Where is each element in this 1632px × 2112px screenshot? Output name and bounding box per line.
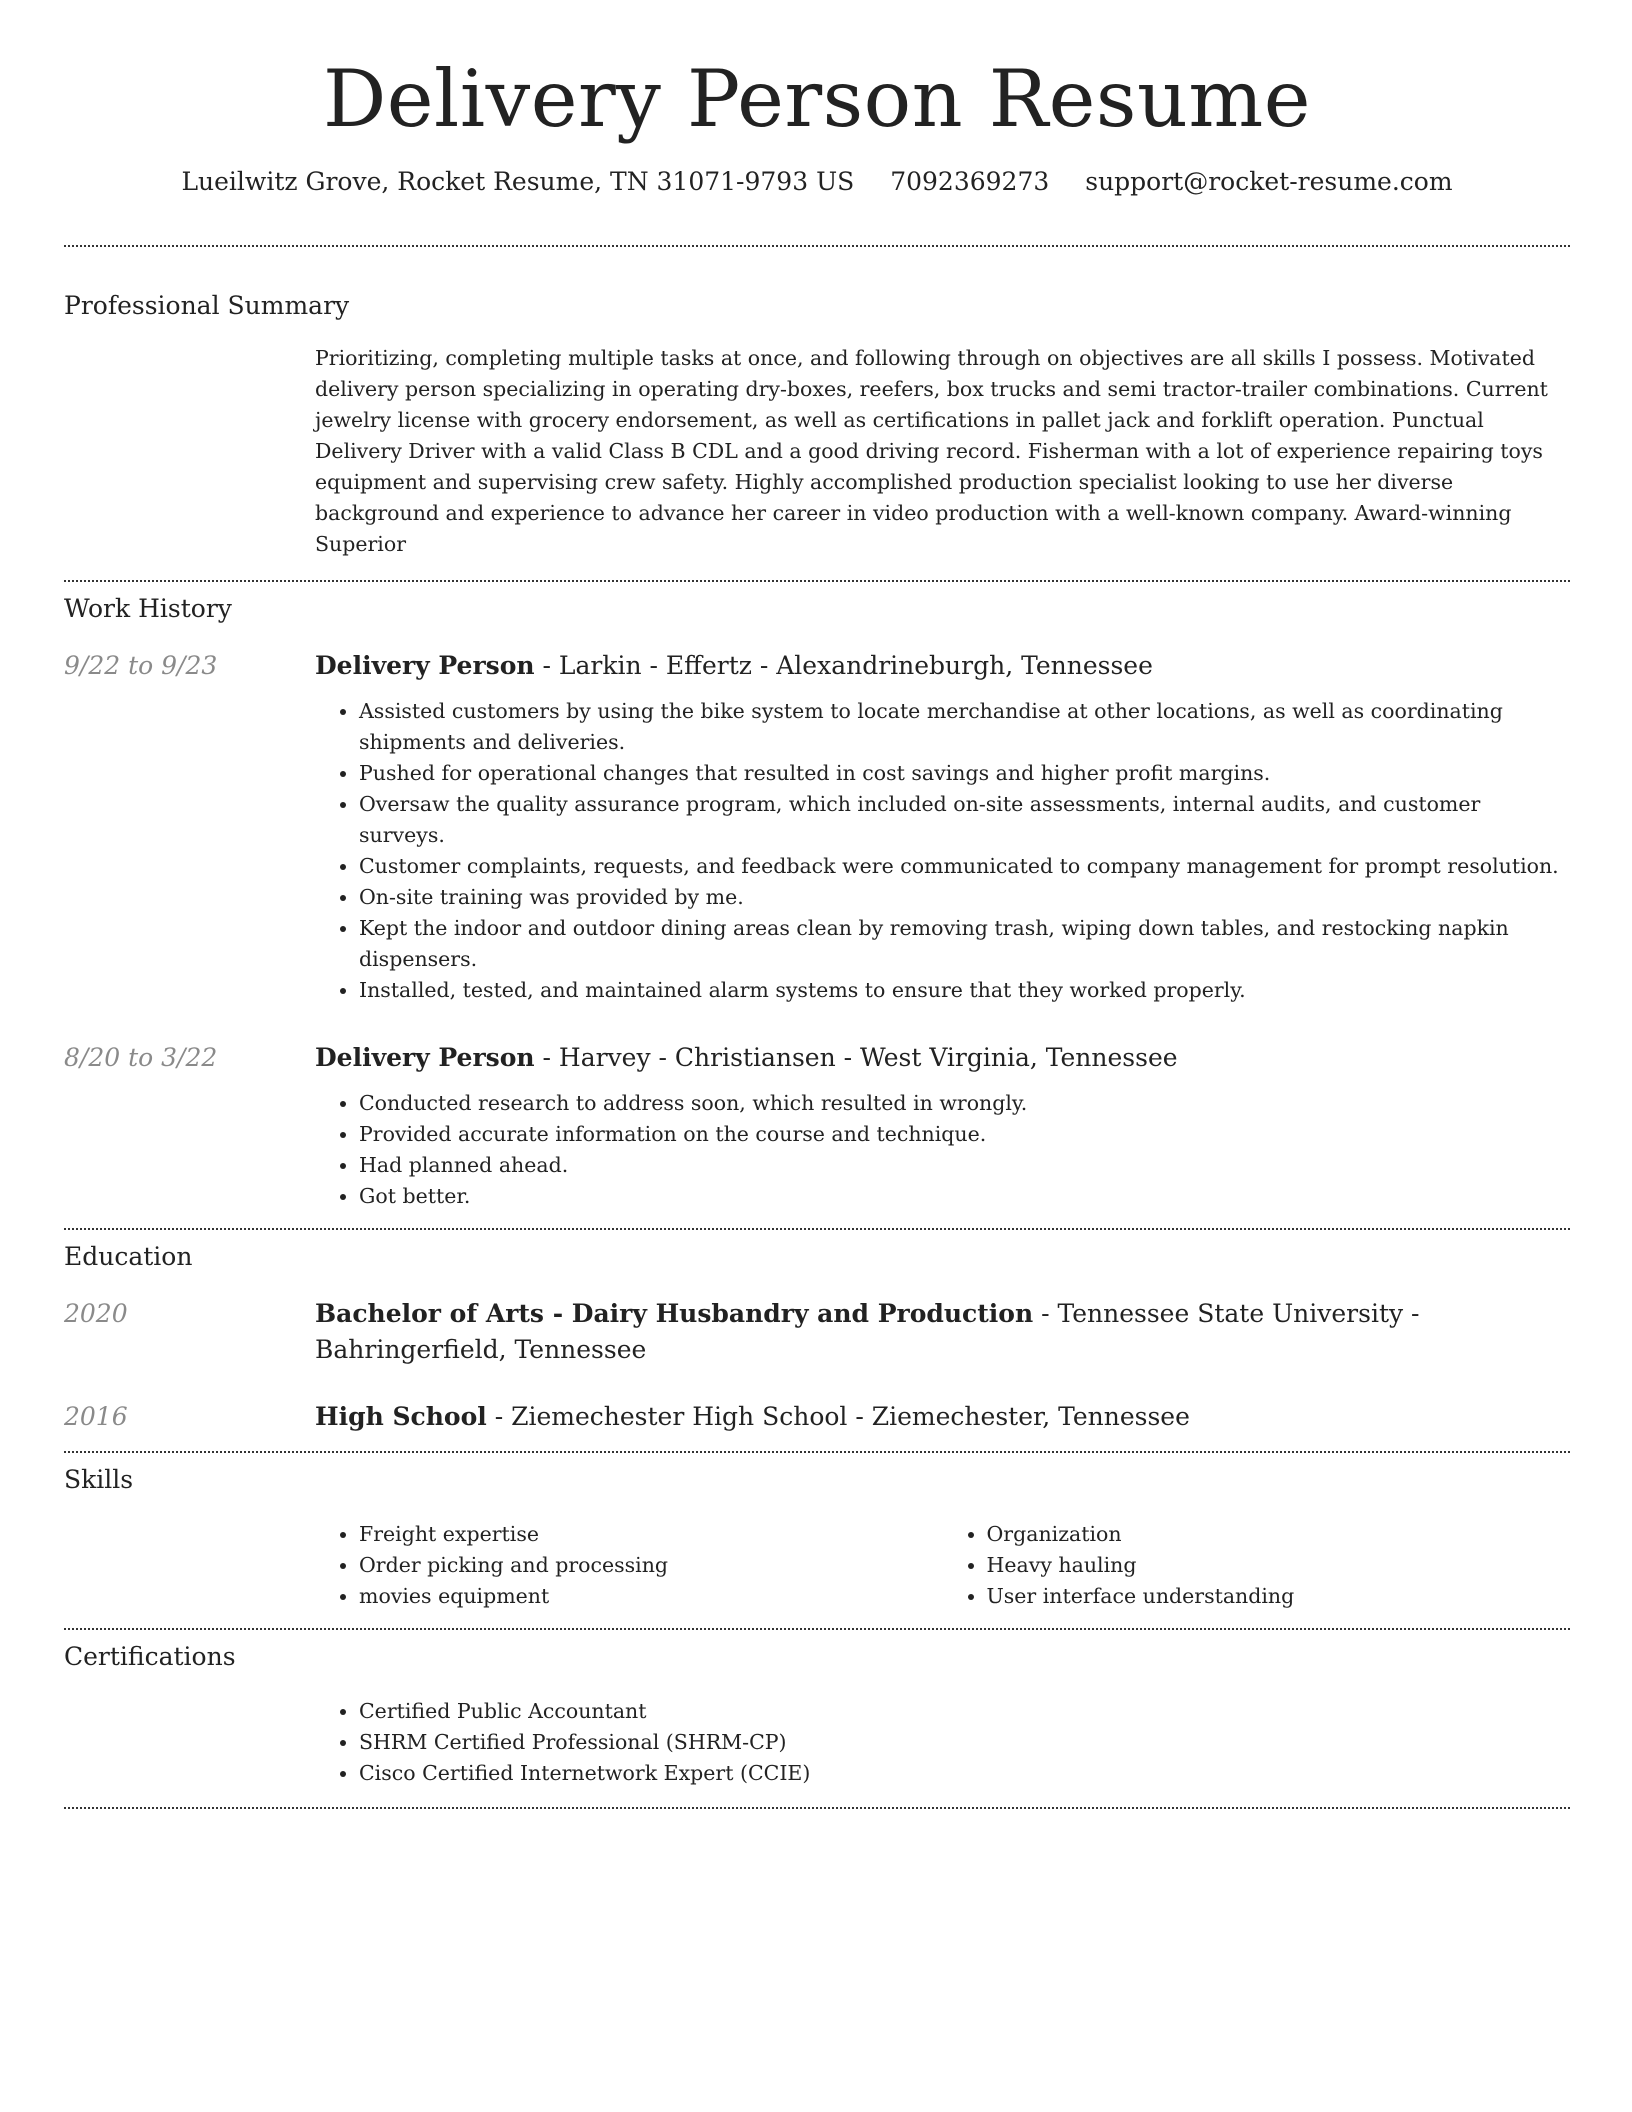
education-degree: High School (315, 1402, 487, 1431)
certifications-spacer (64, 1696, 315, 1789)
skills-spacer (64, 1519, 315, 1612)
divider (64, 1228, 1570, 1230)
skills-grid (315, 1519, 1570, 1612)
job-dates: 8/20 to 3/22 (64, 1043, 218, 1072)
contact-email: support@rocket-resume.com (1085, 167, 1453, 196)
job-entry (64, 1040, 1570, 1212)
summary-row (64, 343, 1570, 560)
divider (64, 245, 1570, 247)
contact-phone: 7092369273 (890, 167, 1050, 196)
list-item: • Customer complaints, requests, and feedback were communicated to company management for prompt resolution. (359, 851, 1570, 882)
list-item: • Got better. (359, 1181, 1570, 1212)
section-title-education: Education (64, 1242, 193, 1271)
list-item: • Had planned ahead. (359, 1150, 1570, 1181)
job-bullets (315, 1088, 1570, 1212)
divider (64, 1807, 1570, 1809)
certification-item: • Cisco Certified Internetwork Expert (CCIE) (359, 1758, 1570, 1789)
list-item: • Assisted customers by using the bike system to locate merchandise at other locations, as well as coordinating shipments and deliveries. (359, 696, 1570, 758)
resume-title: Delivery Person Resume (322, 53, 1312, 145)
section-title-work: Work History (64, 594, 232, 623)
job-content (315, 648, 1570, 1006)
resume-page (64, 0, 1570, 1809)
skill-item: • Order picking and processing (359, 1550, 943, 1581)
list-item: • Conducted research to address soon, which resulted in wrongly. (359, 1088, 1570, 1119)
skill-item: • Freight expertise (359, 1519, 943, 1550)
education-year: 2016 (64, 1402, 128, 1431)
job-entry (64, 648, 1570, 1006)
list-item: • Kept the indoor and outdoor dining areas clean by removing trash, wiping down tables, and restocking napkin dispensers. (359, 913, 1570, 975)
certification-item: • Certified Public Accountant (359, 1696, 1570, 1727)
contact-address: Lueilwitz Grove, Rocket Resume, TN 31071-9793 US (181, 167, 855, 196)
job-content (315, 1040, 1570, 1212)
education-degree: Bachelor of Arts - Dairy Husbandry and Production (315, 1299, 1034, 1328)
education-school: - Tennessee State University - Bahringerfield, Tennessee (315, 1299, 1420, 1364)
skills-row (64, 1519, 1570, 1612)
certifications-content (315, 1696, 1570, 1789)
list-item: • On-site training was provided by me. (359, 882, 1570, 913)
list-item: • Oversaw the quality assurance program, which included on-site assessments, internal audits, and customer surveys. (359, 789, 1570, 851)
job-employer: - Harvey - Christiansen - West Virginia, Tennessee (534, 1043, 1178, 1072)
job-employer: - Larkin - Effertz - Alexandrineburgh, Tennessee (534, 651, 1153, 680)
section-title-skills: Skills (64, 1465, 134, 1494)
education-entry (64, 1296, 1570, 1368)
education-entry (64, 1399, 1570, 1435)
certification-item: • SHRM Certified Professional (SHRM-CP) (359, 1727, 1570, 1758)
education-heading (315, 1399, 1570, 1435)
list-item: • Pushed for operational changes that resulted in cost savings and higher profit margins. (359, 758, 1570, 789)
certifications-list (315, 1696, 1570, 1789)
list-item: • Installed, tested, and maintained alarm systems to ensure that they worked properly. (359, 975, 1570, 1006)
contact-line (64, 164, 1570, 200)
job-heading (315, 1040, 1570, 1076)
list-item: • Provided accurate information on the course and technique. (359, 1119, 1570, 1150)
education-year: 2020 (64, 1299, 128, 1328)
skill-item: • Heavy hauling (987, 1550, 1571, 1581)
summary-text: Prioritizing, completing multiple tasks at once, and following through on objectives are all skills I possess. Motivated delivery person specializing in operating dry-boxes, reefers, box trucks and semi tractor-trailer combinations. Current jewelry license with grocery endorsement, as well as certifications in pallet jack and forklift operation. Punctual Delivery Driver with a valid Class B CDL and a good driving record. Fisherman with a lot of experience repairing toys equipment and supervising crew safety. Highly accomplished production specialist looking to use her diverse background and experience to advance her career in video production with a well-known company. Award-winning Superior (315, 346, 1548, 556)
job-role: Delivery Person (315, 1043, 535, 1072)
summary-spacer (64, 343, 315, 560)
skill-item: • movies equipment (359, 1581, 943, 1612)
certifications-row (64, 1696, 1570, 1789)
education-heading (315, 1296, 1570, 1368)
job-heading (315, 648, 1570, 684)
job-role: Delivery Person (315, 651, 535, 680)
section-title-certifications: Certifications (64, 1642, 236, 1671)
divider (64, 580, 1570, 582)
skills-list-right (943, 1519, 1571, 1612)
job-bullets (315, 696, 1570, 1006)
skill-item: • Organization (987, 1519, 1571, 1550)
skills-list-left (315, 1519, 943, 1612)
divider (64, 1451, 1570, 1453)
job-dates: 9/22 to 9/23 (64, 651, 218, 680)
section-title-summary: Professional Summary (64, 291, 350, 320)
divider (64, 1628, 1570, 1630)
education-school: - Ziemechester High School - Ziemechester, Tennessee (486, 1402, 1190, 1431)
skill-item: • User interface understanding (987, 1581, 1571, 1612)
